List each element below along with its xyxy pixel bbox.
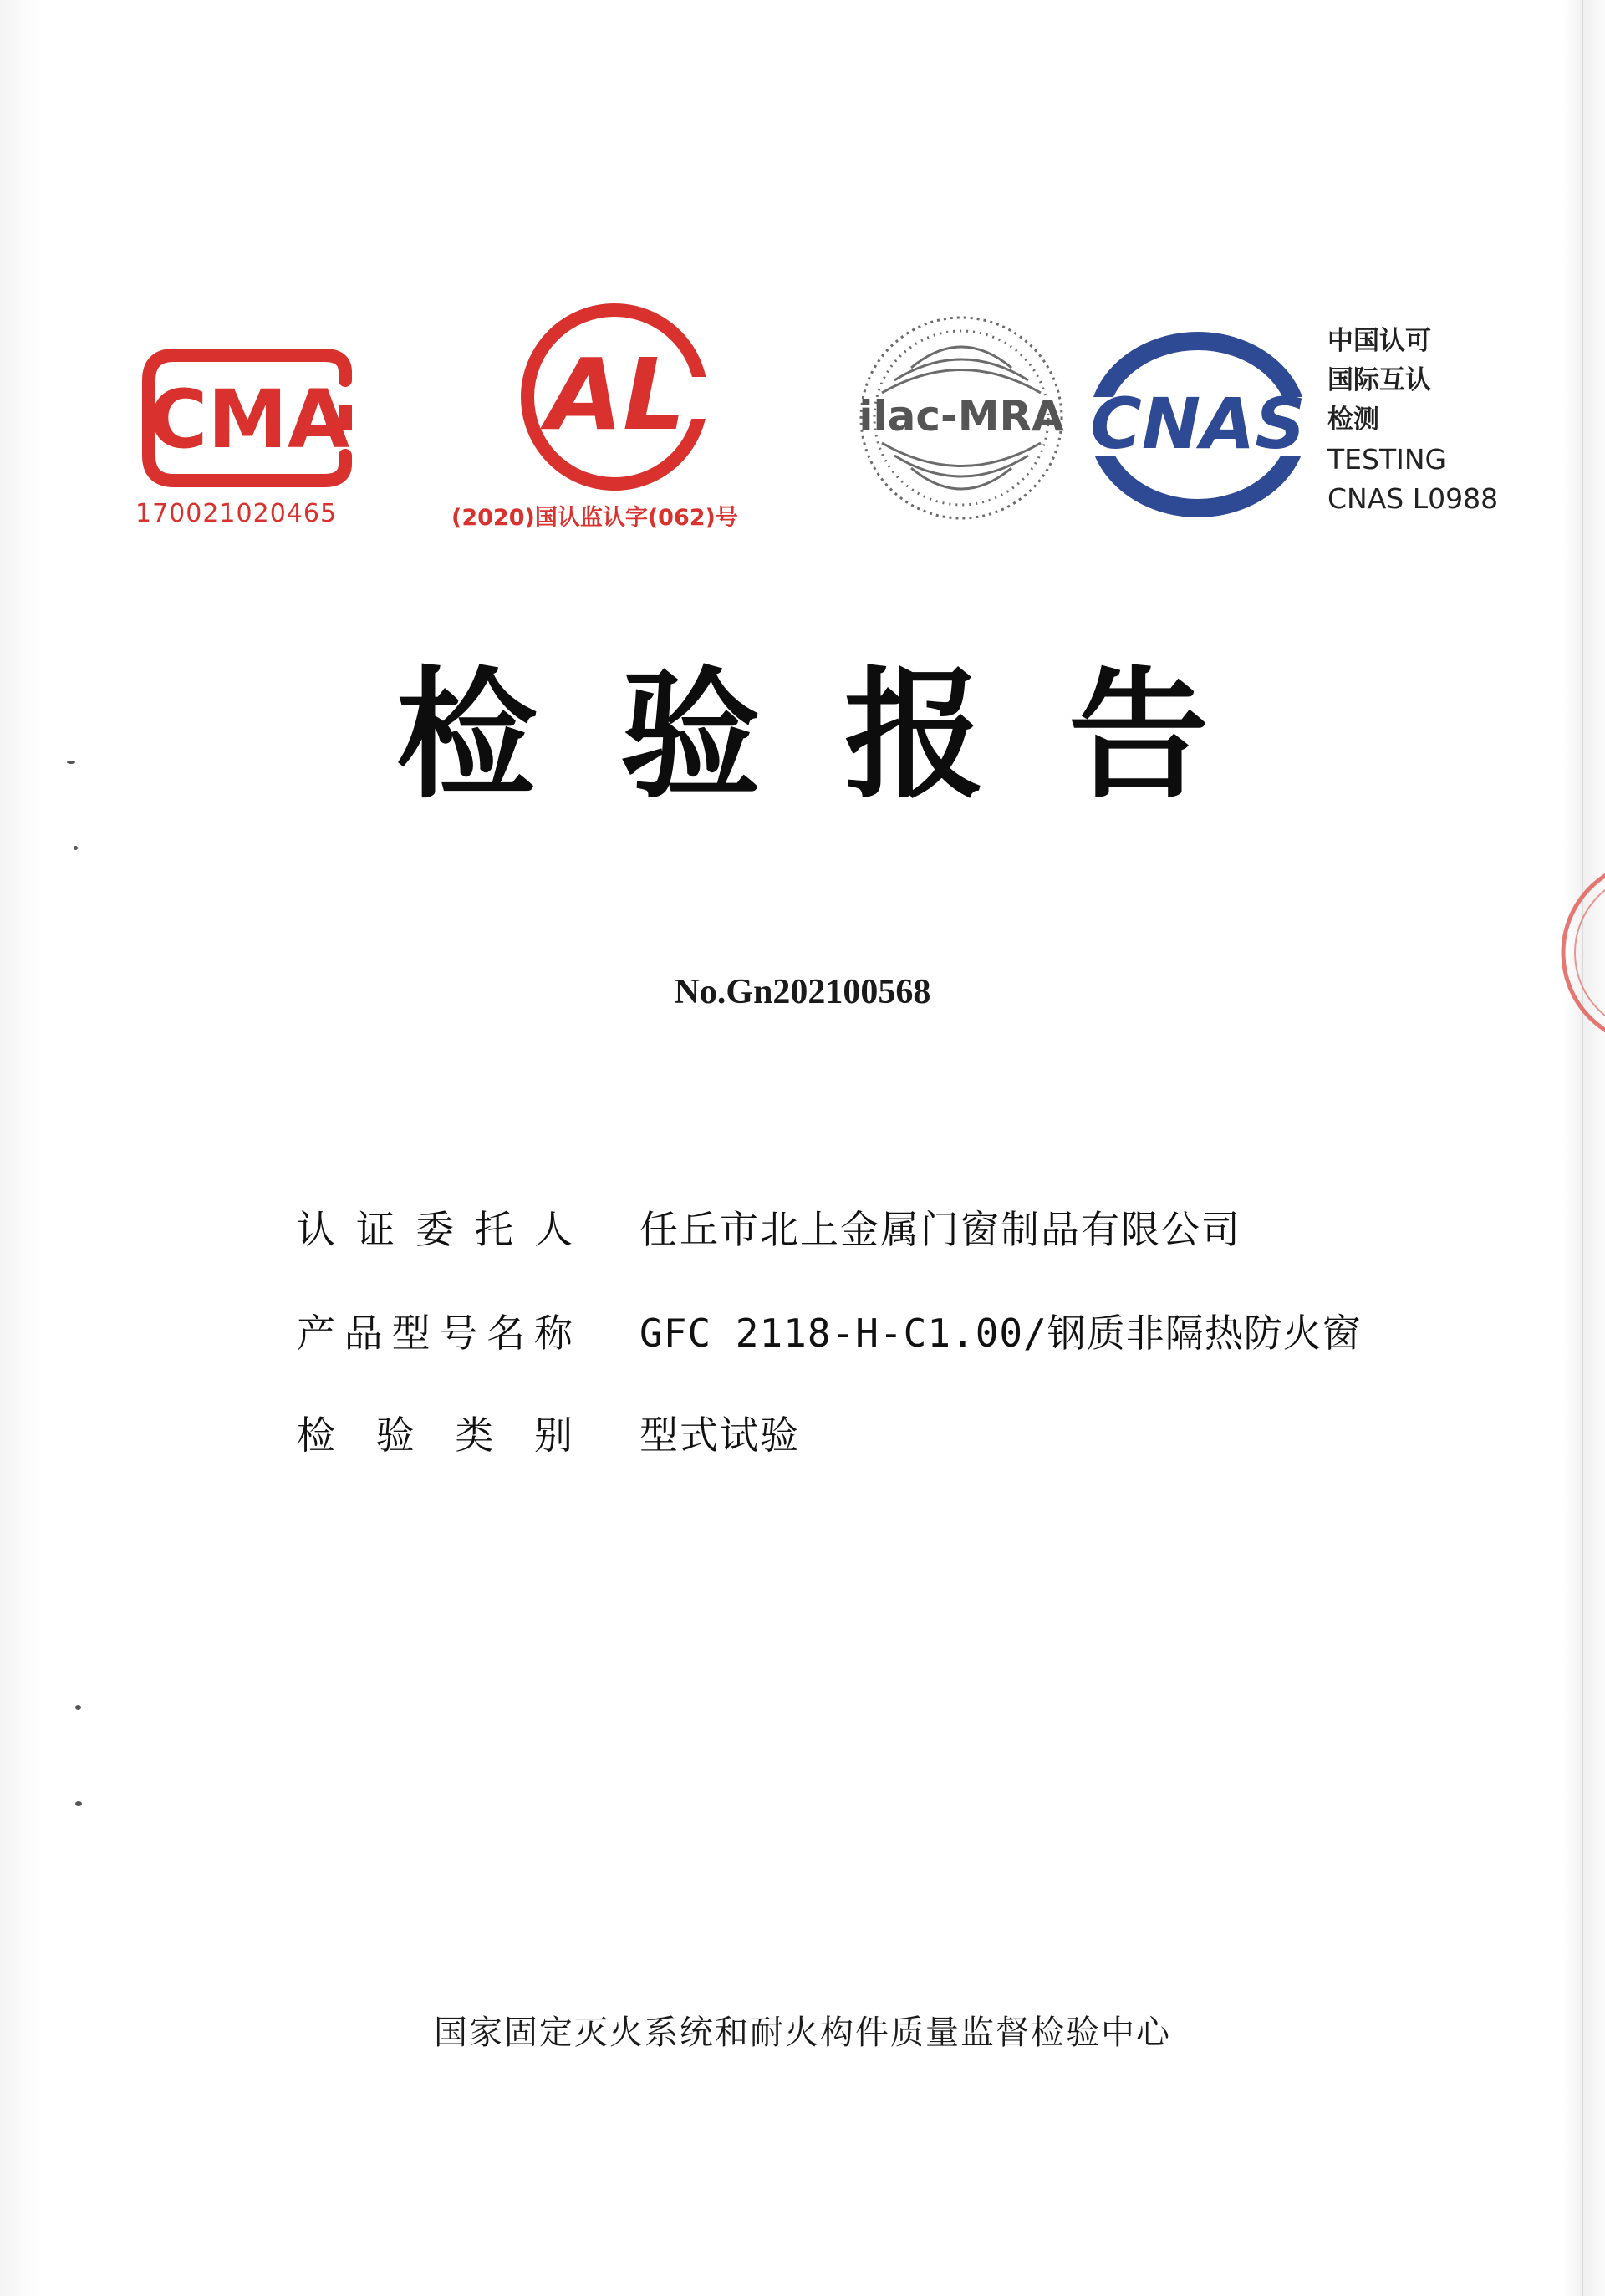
field-label-char: 证 (356, 1207, 395, 1252)
ilac-mra-logo (848, 301, 1074, 535)
cnas-logo (1077, 326, 1319, 522)
field-label-char: 检 (297, 1413, 335, 1458)
seal-stamp-partial (1555, 844, 1605, 1061)
field-value-client: 任丘市北上金属门窗制品有限公司 (639, 1207, 1241, 1252)
cma-number: 170021020465 (135, 499, 338, 528)
ilac-mark-text: ilac-MRA (859, 392, 1064, 440)
cnas-accreditation-text (1327, 322, 1498, 518)
cma-logo (132, 343, 366, 493)
field-label-char: 人 (534, 1207, 573, 1252)
scan-speck (67, 761, 75, 764)
cnas-line-4: TESTING (1327, 443, 1447, 476)
cnas-line-3: 检测 (1327, 405, 1379, 435)
field-label-product (297, 1304, 573, 1362)
cnas-line-2: 国际互认 (1327, 365, 1431, 395)
field-label-char: 品 (344, 1311, 383, 1356)
field-label-char: 托 (475, 1207, 513, 1252)
cma-mark-text: CMA (148, 373, 350, 466)
field-label-inspection-type (297, 1406, 573, 1464)
scan-speck (74, 846, 78, 850)
field-label-char: 名 (487, 1311, 526, 1356)
field-label-char: 验 (375, 1413, 415, 1458)
al-mark-text: AL (546, 337, 686, 452)
al-logo (506, 297, 723, 493)
field-label-char: 型 (391, 1311, 431, 1356)
field-value-product: GFC 2118-H-C1.00/钢质非隔热防火窗 (639, 1311, 1362, 1356)
field-label-char: 产 (297, 1311, 335, 1356)
scan-speck (75, 1705, 81, 1710)
field-label-char: 号 (439, 1311, 478, 1356)
field-label-char: 类 (455, 1413, 494, 1458)
cnas-mark-text: CNAS (1090, 383, 1306, 465)
report-number: No.Gn202100568 (674, 973, 931, 1011)
report-title: 检验报告 (396, 654, 1292, 817)
field-label-char: 称 (533, 1311, 573, 1356)
scan-speck (75, 1801, 82, 1806)
al-number: (2020)国认监认字(062)号 (451, 505, 738, 531)
page-edge-shadow (1582, 0, 1583, 2296)
issuing-organization: 国家固定灭火系统和耐火构件质量监督检验中心 (434, 2013, 1171, 2052)
field-label-char: 委 (415, 1207, 454, 1252)
cnas-line-1: 中国认可 (1327, 326, 1431, 356)
field-label-client (297, 1200, 573, 1259)
field-label-char: 认 (297, 1207, 335, 1252)
cnas-line-5: CNAS L0988 (1327, 482, 1499, 515)
field-value-inspection-type: 型式试验 (639, 1413, 800, 1458)
field-label-char: 别 (533, 1413, 573, 1458)
